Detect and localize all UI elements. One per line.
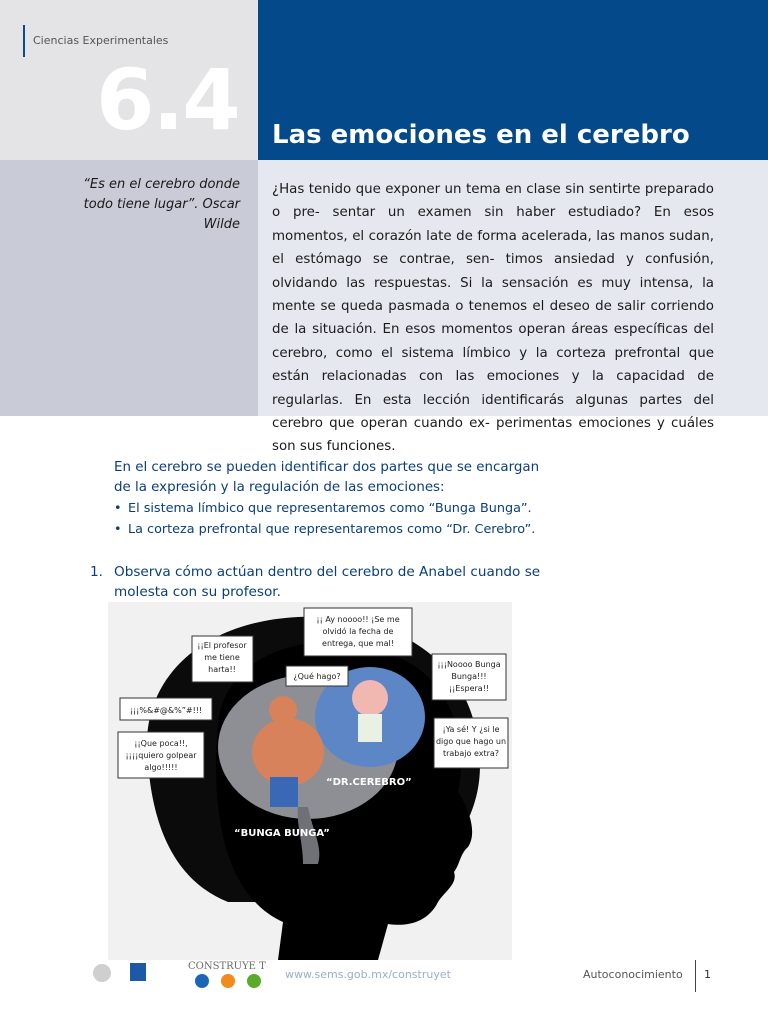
dr-cerebro-head xyxy=(352,680,388,716)
svg-text:digo que hago un: digo que hago un xyxy=(435,737,507,746)
bunga-bunga-label: “BUNGA BUNGA” xyxy=(234,828,330,839)
speech-bubble-yase xyxy=(434,718,508,768)
lesson-number: 6.4 xyxy=(96,51,239,149)
svg-text:entrega, que mal!: entrega, que mal! xyxy=(322,639,394,648)
svg-text:olvidó la fecha de: olvidó la fecha de xyxy=(322,627,394,636)
list-item: • La corteza prefrontal que representaremos como “Dr. Cerebro”. xyxy=(128,519,544,540)
construye-blue-icon xyxy=(195,974,209,988)
footer-divider xyxy=(695,960,696,992)
bunga-head xyxy=(269,696,297,724)
footer-url[interactable]: www.sems.gob.mx/construyet xyxy=(285,968,451,981)
subject-rule xyxy=(23,25,25,57)
activity-instruction xyxy=(90,562,550,602)
subject-label: Ciencias Experimentales xyxy=(33,34,169,47)
list-item: • El sistema límbico que representaremos como “Bunga Bunga”. xyxy=(128,498,544,519)
svg-text:harta!!: harta!! xyxy=(208,665,236,674)
page-number: 1 xyxy=(704,968,711,981)
brain-parts-lead: En el cerebro se pueden identificar dos partes que se encargan de la expresión y la regulación de las emociones: xyxy=(114,460,540,495)
brain-parts-list xyxy=(114,498,544,540)
epigraph-quote: “Es en el cerebro donde todo tiene lugar”. Oscar Wilde xyxy=(83,177,240,232)
bunga-legs xyxy=(270,777,298,807)
speech-bubble-ay xyxy=(304,608,412,656)
brain-parts-section xyxy=(114,458,544,540)
construye-green-icon xyxy=(247,974,261,988)
dr-cerebro-label: “DR.CEREBRO” xyxy=(326,777,412,788)
svg-text:¡¡ Ay noooo!! ¡Se me: ¡¡ Ay noooo!! ¡Se me xyxy=(316,615,400,624)
activity-number: 1. xyxy=(90,564,103,580)
speech-bubble-quehago xyxy=(286,666,348,686)
speech-bubble-profesor xyxy=(192,636,253,682)
svg-text:trabajo extra?: trabajo extra? xyxy=(442,749,500,758)
sep-seal-icon xyxy=(93,964,111,982)
svg-text:¡Ya sé! Y ¿si le: ¡Ya sé! Y ¿si le xyxy=(442,725,500,734)
svg-text:¡¡¡¡quiero golpear: ¡¡¡¡quiero golpear xyxy=(125,751,197,760)
svg-text:Bunga!!!: Bunga!!! xyxy=(451,672,487,681)
svg-text:¡¡Espera!!: ¡¡Espera!! xyxy=(448,684,490,693)
footer-logos xyxy=(90,957,280,1001)
activity-text: Observa cómo actúan dentro del cerebro de Anabel cuando se molesta con su profesor. xyxy=(114,564,541,600)
speech-bubble-quepoca xyxy=(118,732,204,778)
svg-text:me tiene: me tiene xyxy=(204,653,240,662)
intro-paragraph: ¿Has tenido que exponer un tema en clase sin sentirte preparado o pre- sentar un examen sin haber estudiado? En esos momentos, el corazón late de forma acelerada, las manos sudan, el estómago se contrae, sen- timos ansiedad y confusión, olvidando las respuestas. Si la sensación es muy intensa, la mente se queda pasmada o tenemos el deseo de salir corriendo de la situación. En esos momentos operan áreas específicas del cerebro, como el sistema límbico y la corteza prefrontal que están relacionadas con las emociones y la capacidad de regularlas. En esta lección identificarás algunas partes del cerebro que operan cuando ex- perimentas emociones y cuáles son sus funciones. xyxy=(272,182,714,455)
svg-text:¿Qué hago?: ¿Qué hago? xyxy=(293,672,341,681)
svg-text:¡¡Que poca!!,: ¡¡Que poca!!, xyxy=(134,739,188,748)
dr-cerebro-body xyxy=(358,714,382,742)
svg-text:¡¡¡Noooo Bunga: ¡¡¡Noooo Bunga xyxy=(437,660,501,669)
svg-text:¡¡El profesor: ¡¡El profesor xyxy=(197,641,247,650)
footer-section: Autoconocimiento xyxy=(583,968,683,981)
page-title: Las emociones en el cerebro xyxy=(272,120,690,150)
construye-orange-icon xyxy=(221,974,235,988)
construye-brand: CONSTRUYE T xyxy=(188,961,266,972)
brain-illustration xyxy=(108,602,512,960)
undp-logo-icon xyxy=(130,963,146,981)
speech-bubble-nooo xyxy=(432,654,506,700)
speech-bubble-symbols xyxy=(120,698,212,720)
svg-text:¡¡¡%&#@&%”#!!!: ¡¡¡%&#@&%”#!!! xyxy=(129,706,203,715)
svg-text:algo!!!!!: algo!!!!! xyxy=(144,763,178,772)
bunga-body xyxy=(252,718,324,786)
